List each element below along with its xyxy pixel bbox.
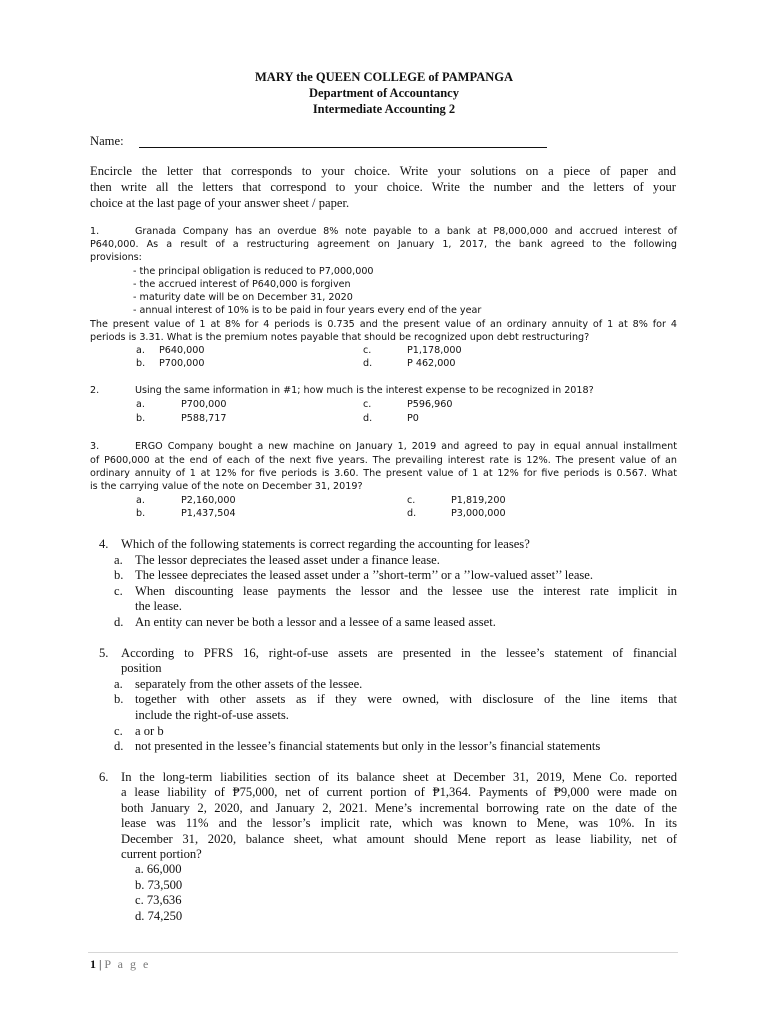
q1-choice-d-text[interactable]: P 462,000 xyxy=(407,358,456,369)
q5-choice-a-letter[interactable]: a. xyxy=(114,677,123,691)
name-label: Name: xyxy=(90,134,124,148)
q5-number: 5. xyxy=(99,646,109,660)
department-name: Department of Accountancy xyxy=(309,86,459,100)
college-name: MARY the QUEEN COLLEGE of PAMPANGA xyxy=(255,70,513,84)
q5-choice-b-letter[interactable]: b. xyxy=(114,692,124,706)
q1-provision-4: - annual interest of 10% is to be paid in four years every end of the year xyxy=(133,305,482,316)
q4-choice-c-text-1[interactable]: When discounting lease payments the lessor and the lessee use the interest rate implicit in xyxy=(135,584,677,598)
q5-choice-a-text[interactable]: separately from the other assets of the lessee. xyxy=(135,677,363,691)
q1-choice-a-text[interactable]: P640,000 xyxy=(159,345,205,356)
q3-choice-d-text[interactable]: P3,000,000 xyxy=(451,508,506,519)
q5-choice-c-letter[interactable]: c. xyxy=(114,724,123,738)
q2-choice-a-letter[interactable]: a. xyxy=(136,399,145,410)
q1-choice-c-text[interactable]: P1,178,000 xyxy=(407,345,462,356)
instructions-line-3: choice at the last page of your answer sheet / paper. xyxy=(90,196,350,210)
q5-choice-c-text[interactable]: a or b xyxy=(135,724,164,738)
q1-line-3: provisions: xyxy=(90,252,142,263)
q1-number: 1. xyxy=(90,226,100,237)
page-footer xyxy=(90,957,150,972)
name-blank-line[interactable] xyxy=(139,147,547,148)
q5-choice-b-text-2[interactable]: include the right-of-use assets. xyxy=(135,708,289,722)
q2-choice-a-text[interactable]: P700,000 xyxy=(181,399,227,410)
instructions-line-1: Encircle the letter that corresponds to your choice. Write your solutions on a piece of paper and xyxy=(90,164,676,178)
q5-line-2: position xyxy=(121,661,162,675)
q4-choice-a-text[interactable]: The lessor depreciates the leased asset under a finance lease. xyxy=(135,553,440,567)
q1-choice-d-letter[interactable]: d. xyxy=(363,358,373,369)
q3-choice-a-text[interactable]: P2,160,000 xyxy=(181,495,236,506)
q6-choice-b[interactable]: b. 73,500 xyxy=(135,878,183,892)
q1-tail-2: periods is 3.31. What is the premium notes payable that should be recognized upon debt restructuring? xyxy=(90,332,590,343)
q2-choice-b-text[interactable]: P588,717 xyxy=(181,413,227,424)
q6-line-3: both January 2, 2020, and January 2, 2021. Mene’s incremental borrowing rate on the date of the xyxy=(121,801,677,815)
q1-tail-1: The present value of 1 at 8% for 4 periods is 0.735 and the present value of an ordinary annuity of 1 at 8% for 4 xyxy=(90,319,677,330)
q4-choice-c-text-2[interactable]: the lease. xyxy=(135,599,182,613)
q4-choice-c-letter[interactable]: c. xyxy=(114,584,123,598)
q6-choice-a[interactable]: a. 66,000 xyxy=(135,862,182,876)
q4-number: 4. xyxy=(99,537,109,551)
q3-line-2: of P600,000 at the end of each of the next five years. The prevailing interest rate is 12%. The present value of an xyxy=(90,455,677,466)
q6-number: 6. xyxy=(99,770,109,784)
q4-choice-d-text[interactable]: An entity can never be both a lessor and a lessee of a same leased asset. xyxy=(135,615,496,629)
q2-number: 2. xyxy=(90,385,100,396)
page-separator: | xyxy=(99,957,102,971)
q1-choice-a-letter[interactable]: a. xyxy=(136,345,145,356)
q3-number: 3. xyxy=(90,441,100,452)
q1-choice-c-letter[interactable]: c. xyxy=(363,345,372,356)
q3-choice-a-letter[interactable]: a. xyxy=(136,495,145,506)
q1-choice-b-letter[interactable]: b. xyxy=(136,358,146,369)
instructions-line-2: then write all the letters that correspond to your choice. Write the number and the letters of your xyxy=(90,180,676,194)
q2-choice-c-letter[interactable]: c. xyxy=(363,399,372,410)
q6-choice-d[interactable]: d. 74,250 xyxy=(135,909,183,923)
q1-line-1: Granada Company has an overdue 8% note payable to a bank at P8,000,000 and accrued interest of xyxy=(135,226,677,237)
q1-provision-3: - maturity date will be on December 31, 2020 xyxy=(133,292,353,303)
q2-choice-d-letter[interactable]: d. xyxy=(363,413,373,424)
q6-choice-c[interactable]: c. 73,636 xyxy=(135,893,182,907)
q3-line-3: ordinary annuity of 1 at 12% for five periods is 3.60. The present value of 1 at 12% for five periods is 0.567. What xyxy=(90,468,677,479)
q6-line-1: In the long-term liabilities section of its balance sheet at December 31, 2019, Mene Co. reported xyxy=(121,770,677,784)
q4-choice-a-letter[interactable]: a. xyxy=(114,553,123,567)
q2-text: Using the same information in #1; how much is the interest expense to be recognized in 2018? xyxy=(135,385,594,396)
q6-line-4: lease was 11% and the lessor’s implicit rate, which was known to Mene, was 10%. In its xyxy=(121,816,677,830)
q4-choice-b-text[interactable]: The lessee depreciates the leased asset under a ’’short-term’’ or a ’’low-valued asset’’ lease. xyxy=(135,568,594,582)
page-number: 1 xyxy=(90,957,96,971)
q2-choice-c-text[interactable]: P596,960 xyxy=(407,399,453,410)
q4-choice-b-letter[interactable]: b. xyxy=(114,568,124,582)
q3-choice-b-letter[interactable]: b. xyxy=(136,508,146,519)
q3-choice-d-letter[interactable]: d. xyxy=(407,508,417,519)
q2-choice-b-letter[interactable]: b. xyxy=(136,413,146,424)
page-label: P a g e xyxy=(104,957,151,971)
q5-choice-d-letter[interactable]: d. xyxy=(114,739,124,753)
q6-line-2: a lease liability of ₱75,000, net of current portion of ₱1,364. Payments of ₱9,000 were made on xyxy=(121,785,677,799)
q3-choice-b-text[interactable]: P1,437,504 xyxy=(181,508,236,519)
q1-provision-1: - the principal obligation is reduced to P7,000,000 xyxy=(133,266,374,277)
q3-line-4: is the carrying value of the note on December 31, 2019? xyxy=(90,481,363,492)
q6-line-5: December 31, 2020, balance sheet, what amount should Mene report as lease liability, net of xyxy=(121,832,677,846)
q5-choice-d-text[interactable]: not presented in the lessee’s financial statements but only in the lessor’s financial statements xyxy=(135,739,601,753)
q2-choice-d-text[interactable]: P0 xyxy=(407,413,419,424)
q1-line-2: P640,000. As a result of a restructuring agreement on January 1, 2017, the bank agreed to the following xyxy=(90,239,677,250)
q6-line-6: current portion? xyxy=(121,847,202,861)
q4-text: Which of the following statements is correct regarding the accounting for leases? xyxy=(121,537,530,551)
q4-choice-d-letter[interactable]: d. xyxy=(114,615,124,629)
q3-choice-c-letter[interactable]: c. xyxy=(407,495,416,506)
q3-choice-c-text[interactable]: P1,819,200 xyxy=(451,495,506,506)
footer-divider xyxy=(88,952,678,953)
course-title: Intermediate Accounting 2 xyxy=(312,102,456,116)
q5-choice-b-text-1[interactable]: together with other assets as if they were owned, with disclosure of the line items that xyxy=(135,692,677,706)
q5-line-1: According to PFRS 16, right-of-use assets are presented in the lessee’s statement of financial xyxy=(121,646,677,660)
q3-line-1: ERGO Company bought a new machine on January 1, 2019 and agreed to pay in equal annual installment xyxy=(135,441,677,452)
q1-provision-2: - the accrued interest of P640,000 is forgiven xyxy=(133,279,351,290)
q1-choice-b-text[interactable]: P700,000 xyxy=(159,358,205,369)
